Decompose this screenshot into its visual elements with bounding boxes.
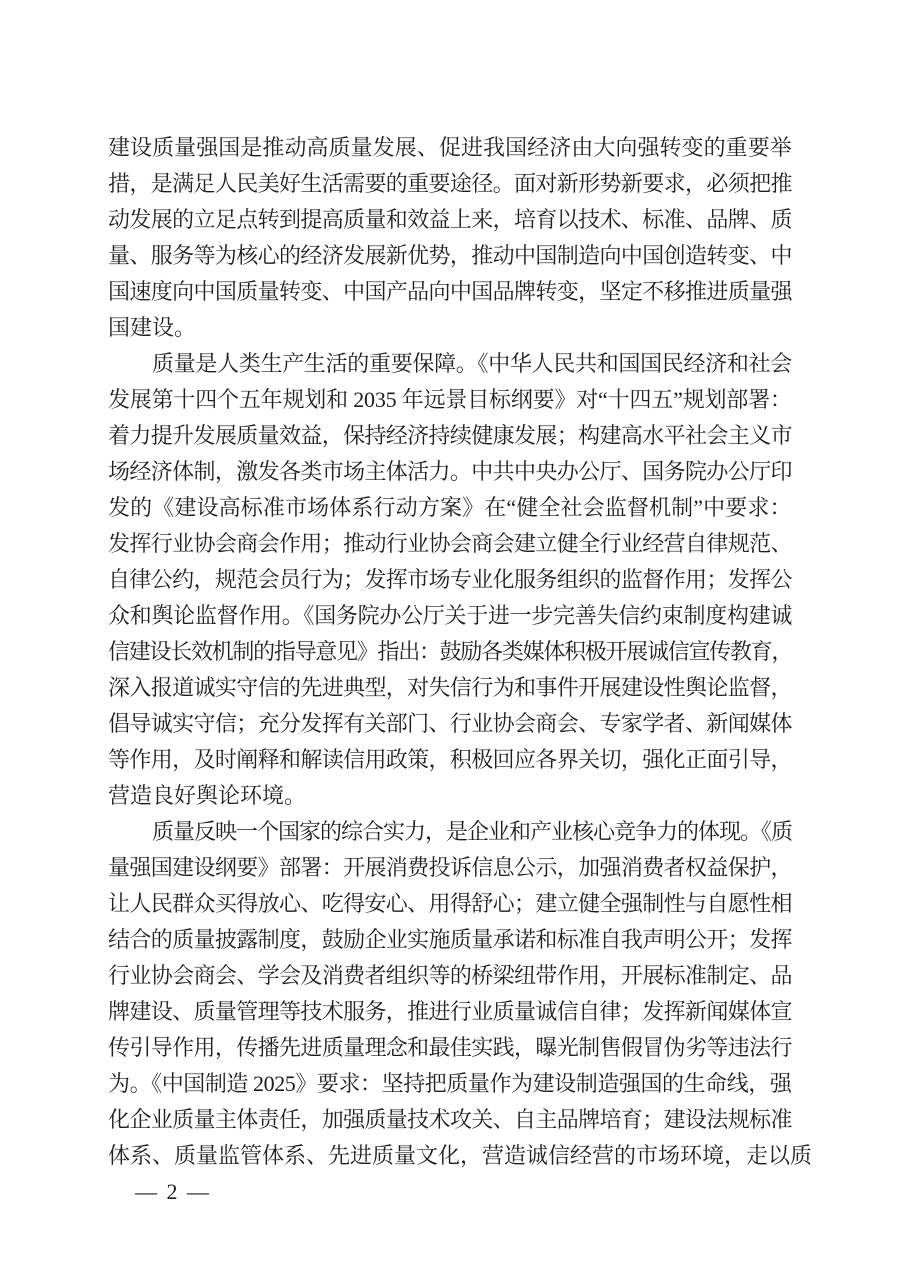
text-line-content: 发展第十四个五年规划和 2035 年远景目标纲要》对“十四五”规划部署：	[108, 387, 792, 412]
text-line-content: 牌建设、质量管理等技术服务，推进行业质量诚信自律；发挥新闻媒体宣	[108, 999, 792, 1024]
text-line	[108, 1066, 792, 1102]
text-line	[108, 1030, 792, 1066]
text-line	[108, 454, 792, 490]
text-line	[108, 202, 792, 238]
text-line-content: 等作用，及时阐释和解读信用政策，积极回应各界关切，强化正面引导，	[108, 747, 792, 772]
text-line	[108, 958, 792, 994]
text-line	[108, 382, 792, 418]
paragraph	[108, 346, 792, 814]
text-line-content: 行业协会商会、学会及消费者组织等的桥梁纽带作用，开展标准制定、品	[108, 963, 792, 988]
text-line-content: 措，是满足人民美好生活需要的重要途径。面对新形势新要求，必须把推	[108, 171, 792, 196]
text-line	[108, 1102, 792, 1138]
text-line	[108, 850, 792, 886]
text-line-content: 建设质量强国是推动高质量发展、促进我国经济由大向强转变的重要举	[108, 135, 792, 160]
text-line	[108, 418, 792, 454]
text-line	[108, 526, 792, 562]
text-line	[108, 706, 792, 742]
text-line	[108, 994, 792, 1030]
text-line	[108, 130, 792, 166]
text-line-content: 量强国建设纲要》部署：开展消费投诉信息公示，加强消费者权益保护，	[108, 855, 792, 880]
page-footer	[108, 1174, 792, 1210]
text-line	[108, 346, 792, 382]
text-line-content: 质量反映一个国家的综合实力，是企业和产业核心竞争力的体现。《质	[152, 819, 793, 844]
text-line-content: 为。《中国制造 2025》要求：坚持把质量作为建设制造强国的生命线，强	[108, 1071, 792, 1096]
text-line-content: 体系、质量监管体系、先进质量文化，营造诚信经营的市场环境，走以质	[108, 1143, 813, 1168]
paragraph	[108, 814, 813, 1174]
text-line-content: 结合的质量披露制度，鼓励企业实施质量承诺和标准自我声明公开；发挥	[108, 927, 792, 952]
text-line-content: 发挥行业协会商会作用；推动行业协会商会建立健全行业经营自律规范、	[108, 531, 792, 556]
paragraph	[108, 130, 792, 346]
text-line-content: 国速度向中国质量转变、中国产品向中国品牌转变，坚定不移推进质量强	[108, 279, 792, 304]
text-line	[108, 922, 792, 958]
text-line-content: 场经济体制，激发各类市场主体活力。中共中央办公厅、国务院办公厅印	[108, 459, 792, 484]
text-line	[108, 166, 792, 202]
text-line-content: 信建设长效机制的指导意见》指出：鼓励各类媒体积极开展诚信宣传教育，	[108, 639, 793, 664]
text-line-content: 倡导诚实守信；充分发挥有关部门、行业协会商会、专家学者、新闻媒体	[108, 711, 792, 736]
text-line-content: 营造良好舆论环境。	[108, 783, 307, 808]
text-line-content: 深入报道诚实守信的先进典型，对失信行为和事件开展建设性舆论监督，	[108, 675, 792, 700]
text-line-content: 自律公约，规范会员行为；发挥市场专业化服务组织的监督作用；发挥公	[108, 567, 792, 592]
text-line	[108, 490, 792, 526]
text-line	[108, 670, 792, 706]
text-line	[108, 778, 792, 814]
text-line	[108, 814, 792, 850]
text-line	[108, 1138, 813, 1174]
text-line-content: 量、服务等为核心的经济发展新优势，推动中国制造向中国创造转变、中	[108, 243, 792, 268]
text-line	[108, 562, 792, 598]
text-line-content: 发的《建设高标准市场体系行动方案》在“健全社会监督机制”中要求：	[108, 495, 792, 520]
text-line	[108, 238, 792, 274]
text-line-content: 着力提升发展质量效益，保持经济持续健康发展；构建高水平社会主义市	[108, 423, 792, 448]
text-line-content: 化企业质量主体责任，加强质量技术攻关、自主品牌培育；建设法规标准	[108, 1107, 792, 1132]
text-line	[108, 634, 792, 670]
text-line-content: 让人民群众买得放心、吃得安心、用得舒心；建立健全强制性与自愿性相	[108, 891, 792, 916]
text-line-content: 动发展的立足点转到提高质量和效益上来，培育以技术、标准、品牌、质	[108, 207, 792, 232]
text-line-content: 传引导作用，传播先进质量理念和最佳实践，曝光制售假冒伪劣等违法行	[108, 1035, 792, 1060]
text-line	[108, 742, 792, 778]
text-line	[108, 274, 792, 310]
page-body	[108, 130, 813, 1174]
text-line-content: 众和舆论监督作用。《国务院办公厅关于进一步完善失信约束制度构建诚	[108, 603, 793, 628]
text-line	[108, 310, 792, 346]
text-line-content: 质量是人类生产生活的重要保障。《中华人民共和国国民经济和社会	[152, 351, 793, 376]
page-number: — 2 —	[135, 1179, 211, 1204]
text-line	[108, 598, 792, 634]
text-line	[108, 886, 792, 922]
text-line-content: 国建设。	[108, 315, 197, 340]
